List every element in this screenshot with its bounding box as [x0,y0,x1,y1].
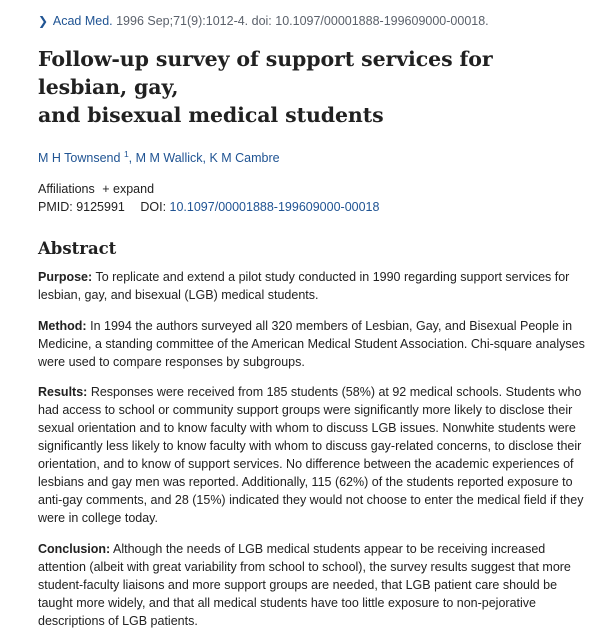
section-label: Results: [38,385,88,400]
affiliations-label: Affiliations [38,182,95,197]
section-text: In 1994 the authors surveyed all 320 members of Lesbian, Gay, and Bisexual People in Medicine, a standing committee of the American Medical Student Association. Chi-square analyses were used to compare responses by subgroups. [38,318,585,369]
identifiers-row [38,198,586,216]
section-label: Method: [38,318,87,333]
abstract-body [38,268,586,630]
citation-details: 1996 Sep;71(9):1012-4. doi: 10.1097/00001888-199609000-00018. [116,14,489,28]
abstract-method [38,317,586,371]
doi-link[interactable]: 10.1097/00001888-199609000-00018 [169,200,380,215]
affiliation-marker[interactable]: 1 [123,149,129,159]
expand-affiliations-button[interactable]: + expand [102,182,155,197]
page-title [38,45,586,129]
title-line: Follow-up survey of support services for lesbian, gay, [38,47,493,99]
author-list [38,145,586,167]
abstract-heading: Abstract [38,239,117,259]
journal-link[interactable]: Acad Med. [52,14,113,28]
section-text: Although the needs of LGB medical students appear to be receiving increased attention (albeit with great variability from school to school), the survey results suggest that more student-faculty liaisons and more support groups are needed, that LGB patient care should be taught more widely, and that all medical students have too little exposure to non-pejorative descriptions of LGB patients. [38,541,571,628]
title-line: and bisexual medical students [38,103,384,127]
abstract-results [38,383,586,527]
pmid: PMID: 9125991 [38,200,125,215]
abstract-purpose [38,268,586,304]
citation-line [38,12,586,30]
section-text: Responses were received from 185 students (58%) at 92 medical schools. Students who had access to school or community support groups were significantly more likely to disclose their sexual orientation and to know faculty with whom to discuss LGB issues. Nonwhite students were significantly less likely to know faculty with whom to discuss gay-related concerns, to disclose their orientation, and to know of support services. No difference between the academic experiences of lesbians and gay men was reported. Additionally, 115 (62%) of the students reported exposure to anti-gay comments, and 28 (15%) indicated they would not choose to enter the medical field if they were in college today. [38,385,584,526]
author-link[interactable]: M H Townsend [38,151,121,166]
section-label: Purpose: [38,270,93,285]
section-label: Conclusion: [38,541,111,556]
chevron-right-icon[interactable]: ❯ [38,14,49,28]
abstract-conclusion [38,540,586,630]
doi-label: DOI: [140,200,167,215]
section-text: To replicate and extend a pilot study conducted in 1990 regarding support services for lesbian, gay, and bisexual (LGB) medical students. [38,270,570,303]
affiliations-row [38,180,586,198]
author-links-rest[interactable]: , M M Wallick, K M Cambre [128,151,280,166]
